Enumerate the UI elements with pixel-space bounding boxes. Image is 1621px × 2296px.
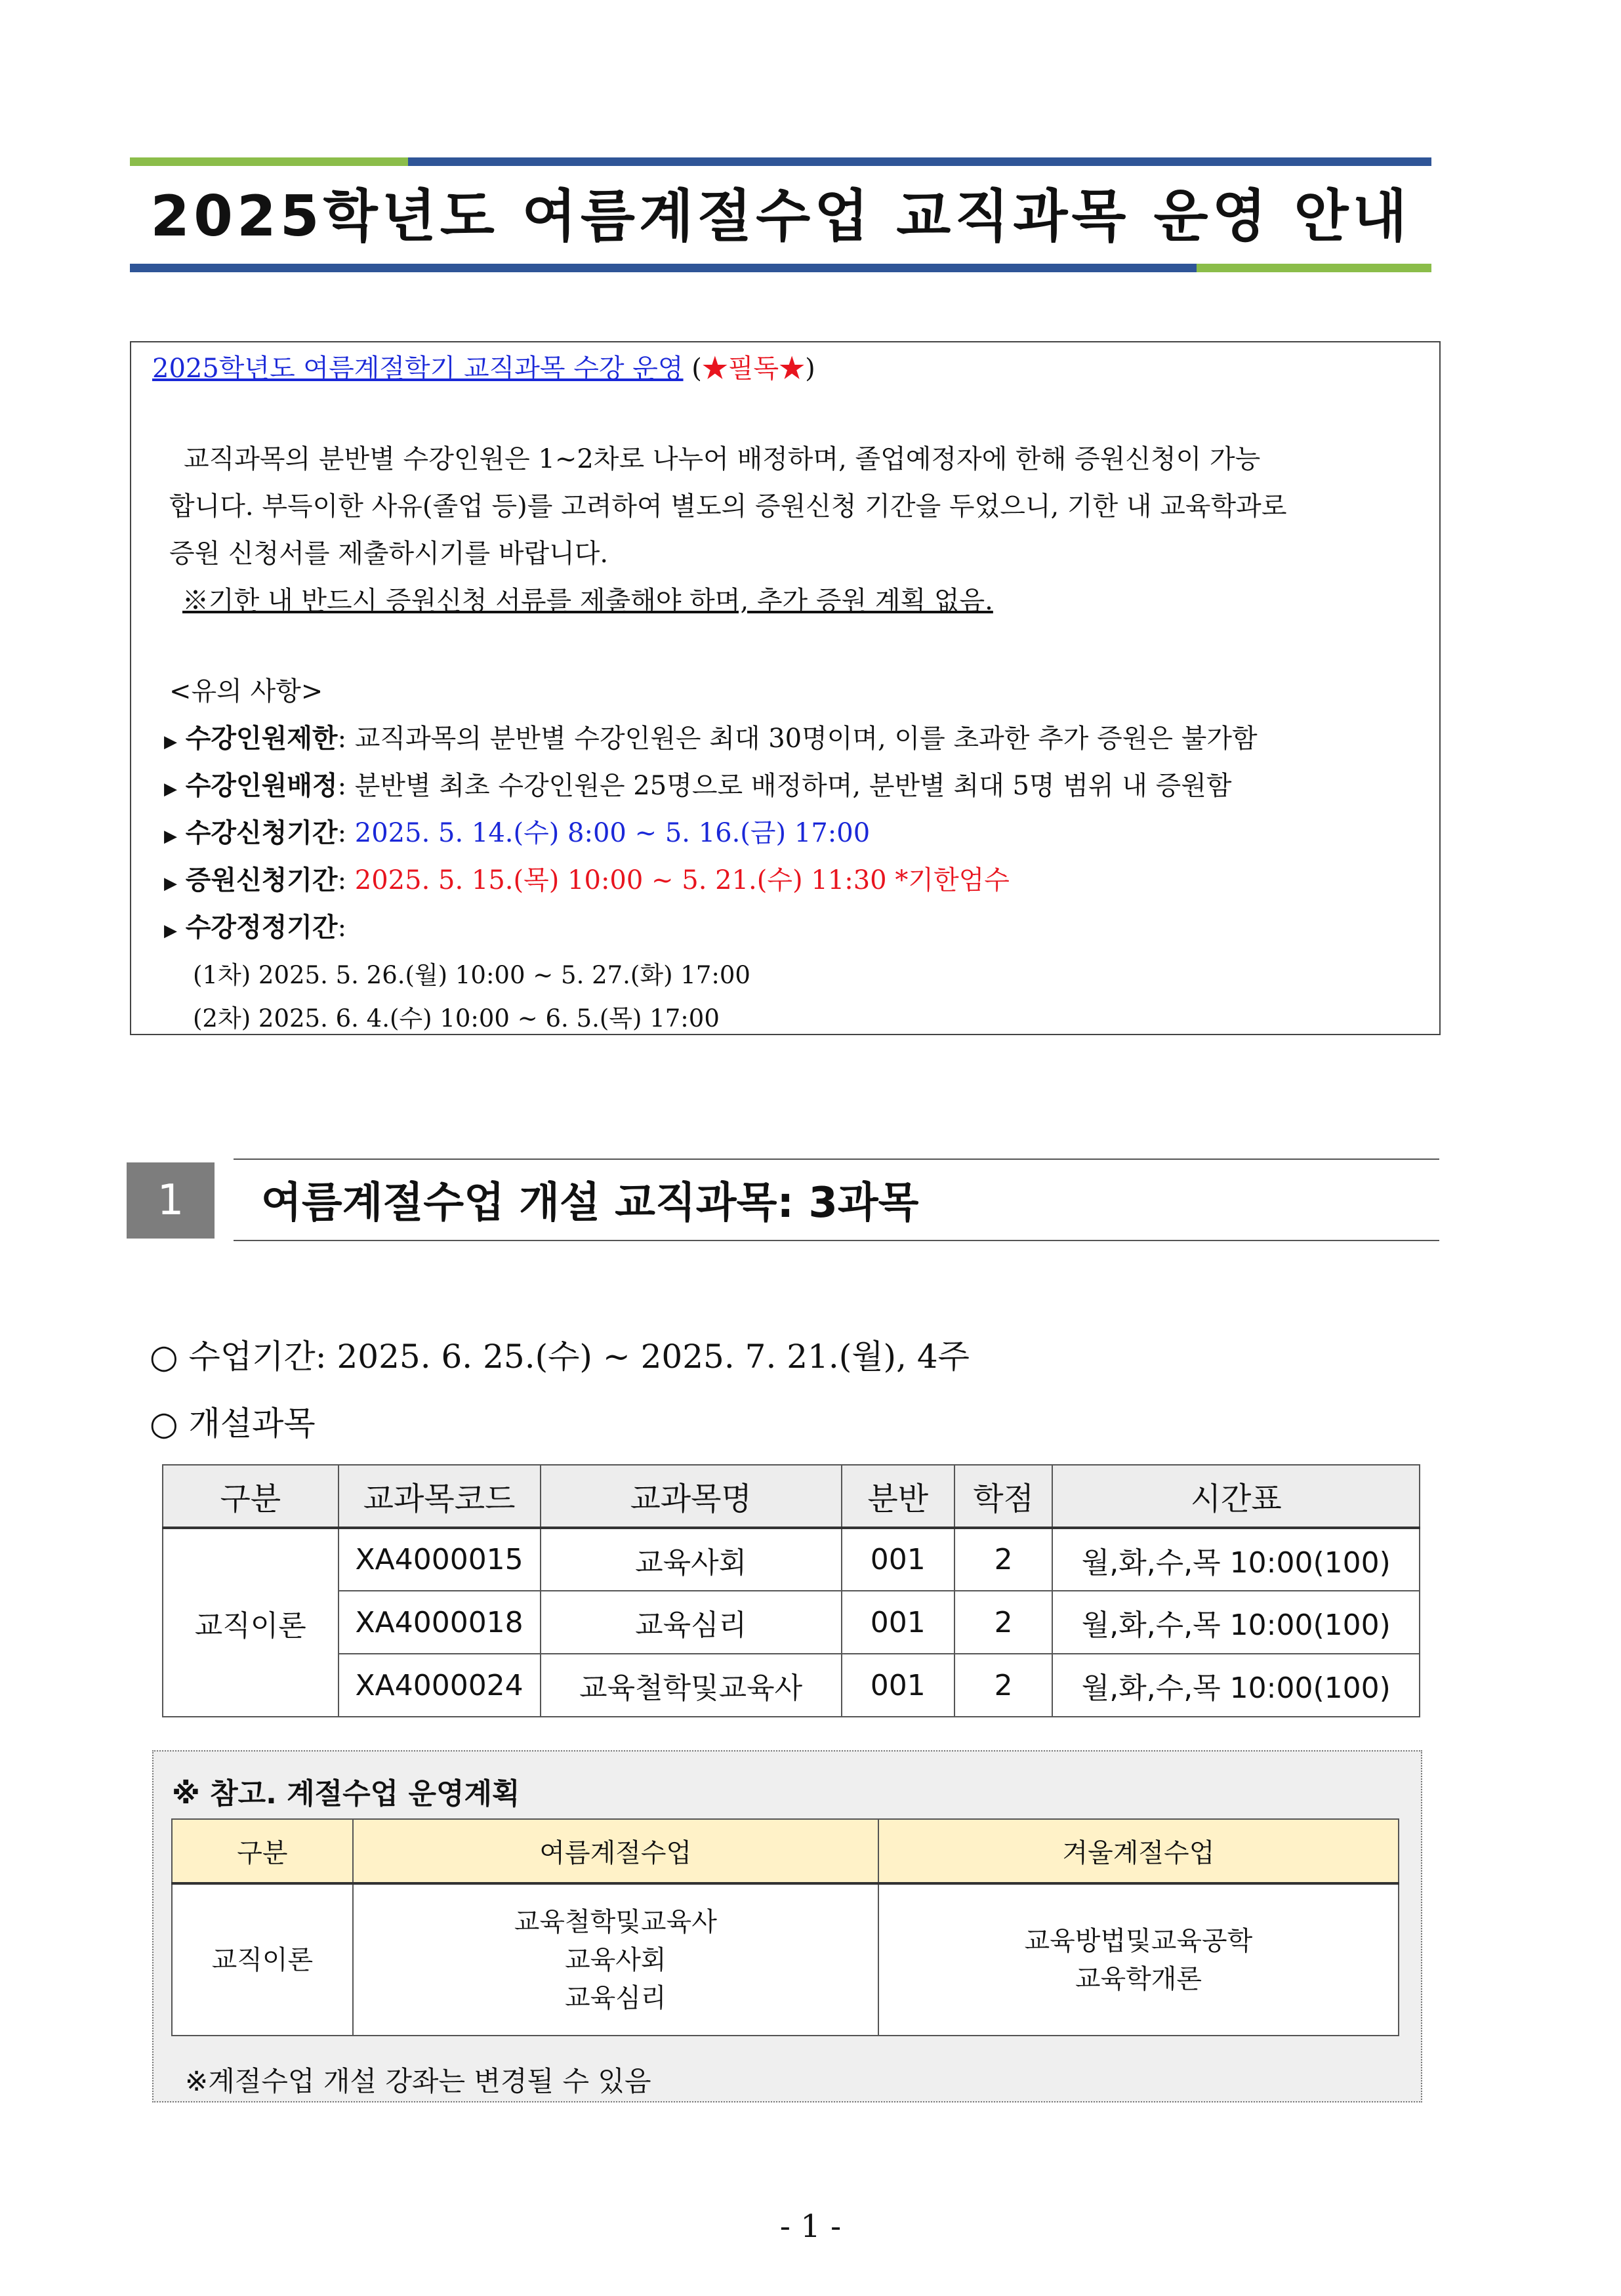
- summer-course: 교육철학및교육사: [514, 1906, 717, 1937]
- triangle-bullet-icon: ▶: [164, 779, 177, 799]
- notice-para-line-2: 합니다. 부득이한 사유(졸업 등)를 고려하여 별도의 증원신청 기간을 두었으니, 기한 내 교육학과로: [169, 491, 1287, 522]
- season-plan-table: [171, 1818, 1399, 2036]
- table-row: [172, 1883, 1399, 2036]
- courses-heading: ○ 개설과목: [150, 1404, 316, 1443]
- reference-note: ※계절수업 개설 강좌는 변경될 수 있음: [185, 2065, 651, 2097]
- plan-header-summer: 여름계절수업: [353, 1819, 878, 1883]
- summer-course: 교육사회: [565, 1944, 667, 1975]
- title-bottom-rule: [130, 264, 1431, 272]
- table-row: [163, 1654, 1420, 1717]
- correction-period-1: (1차) 2025. 5. 26.(월) 10:00 ~ 5. 27.(화) 17:00: [193, 961, 750, 989]
- notice-box: [130, 341, 1441, 1035]
- section-number: 1: [127, 1162, 215, 1239]
- cautions-title: <유의 사항>: [169, 676, 323, 707]
- triangle-bullet-icon: ▶: [164, 827, 177, 846]
- caution-item-assignment: ▶ 수강인원배정: 분반별 최초 수강인원은 25명으로 배정하며, 분반별 최대 5명 범위 내 증원함: [164, 771, 1232, 801]
- course-name: 교육심리: [541, 1591, 842, 1654]
- summer-courses: [353, 1883, 878, 2036]
- course-schedule: 월,화,수,목 10:00(100): [1052, 1528, 1420, 1591]
- course-code: XA4000015: [339, 1528, 541, 1591]
- plan-category: 교직이론: [172, 1883, 353, 2036]
- header-credit: 학점: [954, 1465, 1053, 1528]
- section-top-rule: [234, 1158, 1439, 1160]
- course-credit: 2: [954, 1591, 1053, 1654]
- course-schedule: 월,화,수,목 10:00(100): [1052, 1654, 1420, 1717]
- notice-heading: 2025학년도 여름계절학기 교직과목 수강 운영 (★필독★): [152, 354, 815, 384]
- course-code: XA4000018: [339, 1591, 541, 1654]
- course-section: 001: [842, 1654, 954, 1717]
- table-row: [163, 1591, 1420, 1654]
- page-number: - 1 -: [779, 2208, 842, 2245]
- course-table: [162, 1464, 1420, 1717]
- header-code: 교과목코드: [339, 1465, 541, 1528]
- plan-header: [172, 1819, 1399, 1883]
- plan-header-winter: 겨울계절수업: [878, 1819, 1399, 1883]
- course-code: XA4000024: [339, 1654, 541, 1717]
- winter-course: 교육학개론: [1075, 1963, 1202, 1994]
- course-credit: 2: [954, 1654, 1053, 1717]
- notice-warning: ※기한 내 반드시 증원신청 서류를 제출해야 하며, 추가 증원 계획 없음.: [182, 586, 993, 616]
- course-section: 001: [842, 1528, 954, 1591]
- class-period: ○ 수업기간: 2025. 6. 25.(수) ~ 2025. 7. 21.(월), 4주: [150, 1338, 970, 1376]
- header-name: 교과목명: [541, 1465, 842, 1528]
- table-row: [163, 1528, 1420, 1591]
- course-name: 교육사회: [541, 1528, 842, 1591]
- header-category: 구분: [163, 1465, 339, 1528]
- caution-item-increase: ▶ 증원신청기간: 2025. 5. 15.(목) 10:00 ~ 5. 21.(수) 11:30 *기한엄수: [164, 865, 1010, 895]
- section-bottom-rule: [234, 1240, 1439, 1241]
- course-section: 001: [842, 1591, 954, 1654]
- title-top-rule: [130, 157, 1431, 166]
- caution-item-registration: ▶ 수강신청기간: 2025. 5. 14.(수) 8:00 ~ 5. 16.(금) 17:00: [164, 818, 871, 848]
- triangle-bullet-icon: ▶: [164, 874, 177, 893]
- course-schedule: 월,화,수,목 10:00(100): [1052, 1591, 1420, 1654]
- caution-item-correction: ▶ 수강정정기간:: [164, 912, 347, 943]
- correction-period-2: (2차) 2025. 6. 4.(수) 10:00 ~ 6. 5.(목) 17:00: [193, 1004, 720, 1033]
- course-credit: 2: [954, 1528, 1053, 1591]
- winter-courses: [878, 1883, 1399, 2036]
- header-schedule: 시간표: [1052, 1465, 1420, 1528]
- winter-course: 교육방법및교육공학: [1024, 1925, 1253, 1956]
- notice-para-line-1: 교직과목의 분반별 수강인원은 1~2차로 나누어 배정하며, 졸업예정자에 한해 증원신청이 가능: [184, 444, 1261, 474]
- header-section: 분반: [842, 1465, 954, 1528]
- section-title: 여름계절수업 개설 교직과목: 3과목: [261, 1179, 919, 1227]
- caution-item-capacity: ▶ 수강인원제한: 교직과목의 분반별 수강인원은 최대 30명이며, 이를 초과한 추가 증원은 불가함: [164, 724, 1258, 754]
- notice-para-line-3: 증원 신청서를 제출하시기를 바랍니다.: [169, 539, 609, 569]
- course-table-header: [163, 1465, 1420, 1528]
- reference-title: ※ 참고. 계절수업 운영계획: [172, 1777, 520, 1811]
- course-name: 교육철학및교육사: [541, 1654, 842, 1717]
- summer-course: 교육심리: [565, 1982, 667, 2013]
- plan-header-category: 구분: [172, 1819, 353, 1883]
- page-title: 2025학년도 여름계절수업 교직과목 운영 안내: [150, 184, 1411, 249]
- triangle-bullet-icon: ▶: [164, 921, 177, 941]
- triangle-bullet-icon: ▶: [164, 732, 177, 752]
- category-cell: 교직이론: [163, 1528, 339, 1717]
